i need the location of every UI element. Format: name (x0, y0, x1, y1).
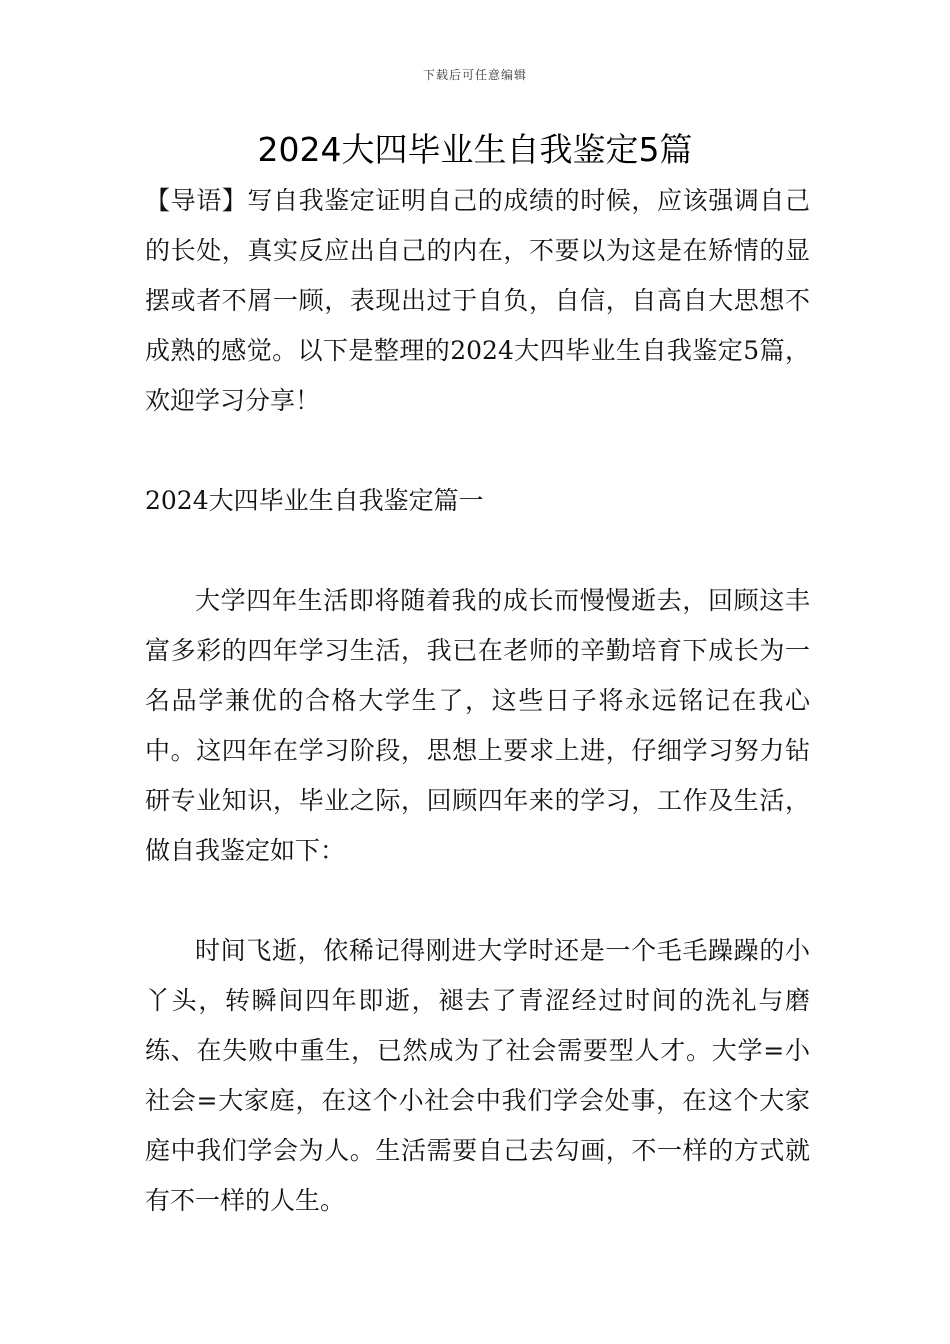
body-paragraph-1: 大学四年生活即将随着我的成长而慢慢逝去，回顾这丰富多彩的四年学习生活，我已在老师的辛勤培育下成长为一名品学兼优的合格大学生了，这些日子将永远铭记在我心中。这四年在学习阶段，思想上要求上进，仔细学习努力钻研专业知识，毕业之际，回顾四年来的学习，工作及生活，做自我鉴定如下： (145, 586, 810, 865)
page-header-note: 下载后可任意编辑 (422, 68, 527, 82)
spacer (145, 876, 810, 926)
document-title: 2024大四毕业生自我鉴定5篇 (257, 130, 693, 169)
document-body (145, 176, 810, 1226)
body-paragraph-2: 时间飞逝，依稀记得刚进大学时还是一个毛毛躁躁的小丫头，转瞬间四年即逝，褪去了青涩经过时间的洗礼与磨练、在失败中重生，已然成为了社会需要型人才。大学=小社会=大家庭，在这个小社会中我们学会处事，在这个大家庭中我们学会为人。生活需要自己去勾画，不一样的方式就有不一样的人生。 (145, 936, 810, 1215)
intro-paragraph: 【导语】写自我鉴定证明自己的成绩的时候，应该强调自己的长处，真实反应出自己的内在，不要以为这是在矫情的显摆或者不屑一顾，表现出过于自负，自信，自高自大思想不成熟的感觉。以下是整理的2024大四毕业生自我鉴定5篇，欢迎学习分享！ (145, 186, 810, 415)
spacer (145, 426, 810, 476)
spacer (145, 526, 810, 576)
section-heading: 2024大四毕业生自我鉴定篇一 (145, 486, 484, 515)
